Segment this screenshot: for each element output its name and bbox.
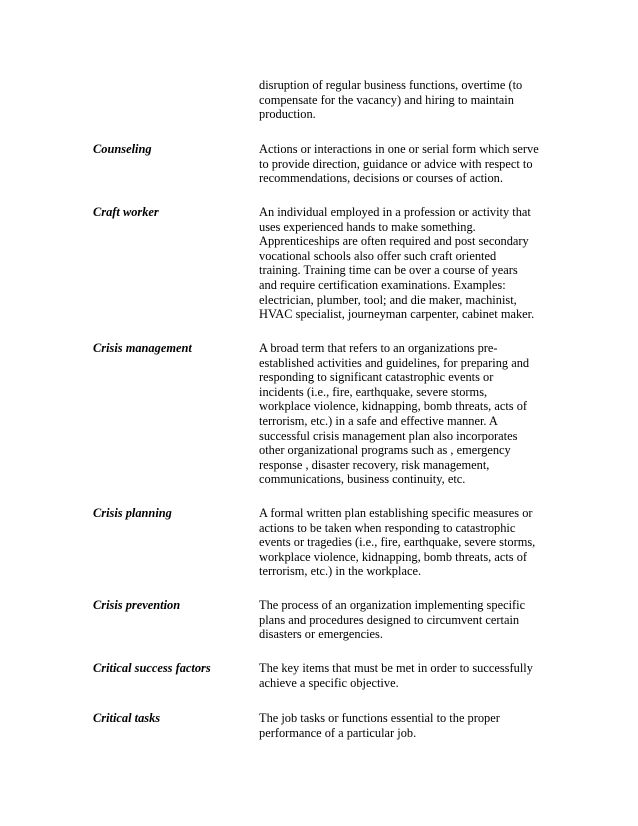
definition-line: terrorism, etc.) in the workplace. — [259, 564, 422, 579]
definition-line: responding to significant catastrophic events or — [259, 370, 494, 385]
glossary-term: Crisis prevention — [93, 598, 181, 612]
definition-line: disasters or emergencies. — [259, 627, 383, 642]
definition-line: other organizational programs such as , emergency — [259, 443, 511, 458]
definition-line: response , disaster recovery, risk management, — [259, 457, 490, 472]
definition-line: to provide direction, guidance or advice with respect to — [259, 156, 533, 171]
glossary-term: Crisis management — [93, 341, 192, 355]
definition-line: uses experienced hands to make something. — [259, 219, 476, 234]
definition — [259, 661, 549, 690]
definition — [259, 711, 549, 740]
definition-line: vocational schools also offer such craft oriented — [259, 248, 497, 263]
definition-line: recommendations, decisions or courses of action. — [259, 171, 503, 186]
definition-line: communications, business continuity, etc. — [259, 472, 466, 487]
definition-line: The process of an organization implementing specific — [259, 598, 526, 612]
definition-line: performance of a particular job. — [259, 725, 417, 740]
definition-line: Actions or interactions in one or serial form which serve — [259, 142, 539, 156]
definition-line: and require certification examinations. Examples: — [259, 277, 506, 292]
definition — [259, 506, 549, 579]
definition-line: achieve a specific objective. — [259, 675, 399, 690]
definition — [259, 78, 549, 122]
definition-line: terrorism, etc.) in a safe and effective manner. A — [259, 413, 498, 428]
definition — [259, 142, 549, 186]
glossary-term: Critical success factors — [93, 661, 211, 675]
definition-line: disruption of regular business functions, overtime (to — [259, 78, 523, 92]
definition-line: established activities and guidelines, for preparing and — [259, 355, 530, 370]
definition-line: incidents (i.e., fire, earthquake, severe storms, — [259, 384, 488, 399]
definition-line: Apprenticeships are often required and post secondary — [259, 234, 529, 249]
definition-line: workplace violence, kidnapping, bomb threats, acts of — [259, 399, 528, 414]
definition-line: The key items that must be met in order to successfully — [259, 661, 533, 675]
definition-line: actions to be taken when responding to catastrophic — [259, 520, 516, 535]
definition-line: workplace violence, kidnapping, bomb threats, acts of — [259, 549, 528, 564]
definition-line: electrician, plumber, tool; and die maker, machinist, — [259, 292, 517, 307]
glossary-term: Critical tasks — [93, 711, 161, 725]
definition-line: A formal written plan establishing specific measures or — [259, 506, 533, 520]
definition-line: A broad term that refers to an organizations pre- — [259, 341, 498, 355]
glossary-term: Craft worker — [93, 205, 159, 219]
glossary-term: Counseling — [93, 142, 152, 156]
definition-line: plans and procedures designed to circumvent certain — [259, 612, 520, 627]
definition-line: production. — [259, 107, 316, 122]
definition — [259, 341, 549, 487]
definition — [259, 205, 549, 322]
definition-line: HVAC specialist, journeyman carpenter, cabinet maker. — [259, 307, 535, 322]
definition-line: compensate for the vacancy) and hiring to maintain — [259, 92, 514, 107]
definition-line: The job tasks or functions essential to the proper — [259, 711, 500, 725]
definition-line: training. Training time can be over a course of years — [259, 263, 518, 278]
definition-line: events or tragedies (i.e., fire, earthquake, severe storms, — [259, 535, 536, 550]
definition-line: successful crisis management plan also incorporates — [259, 428, 518, 443]
definition-line: An individual employed in a profession or activity that — [259, 205, 531, 219]
definition — [259, 598, 549, 642]
glossary-term: Crisis planning — [93, 506, 172, 520]
